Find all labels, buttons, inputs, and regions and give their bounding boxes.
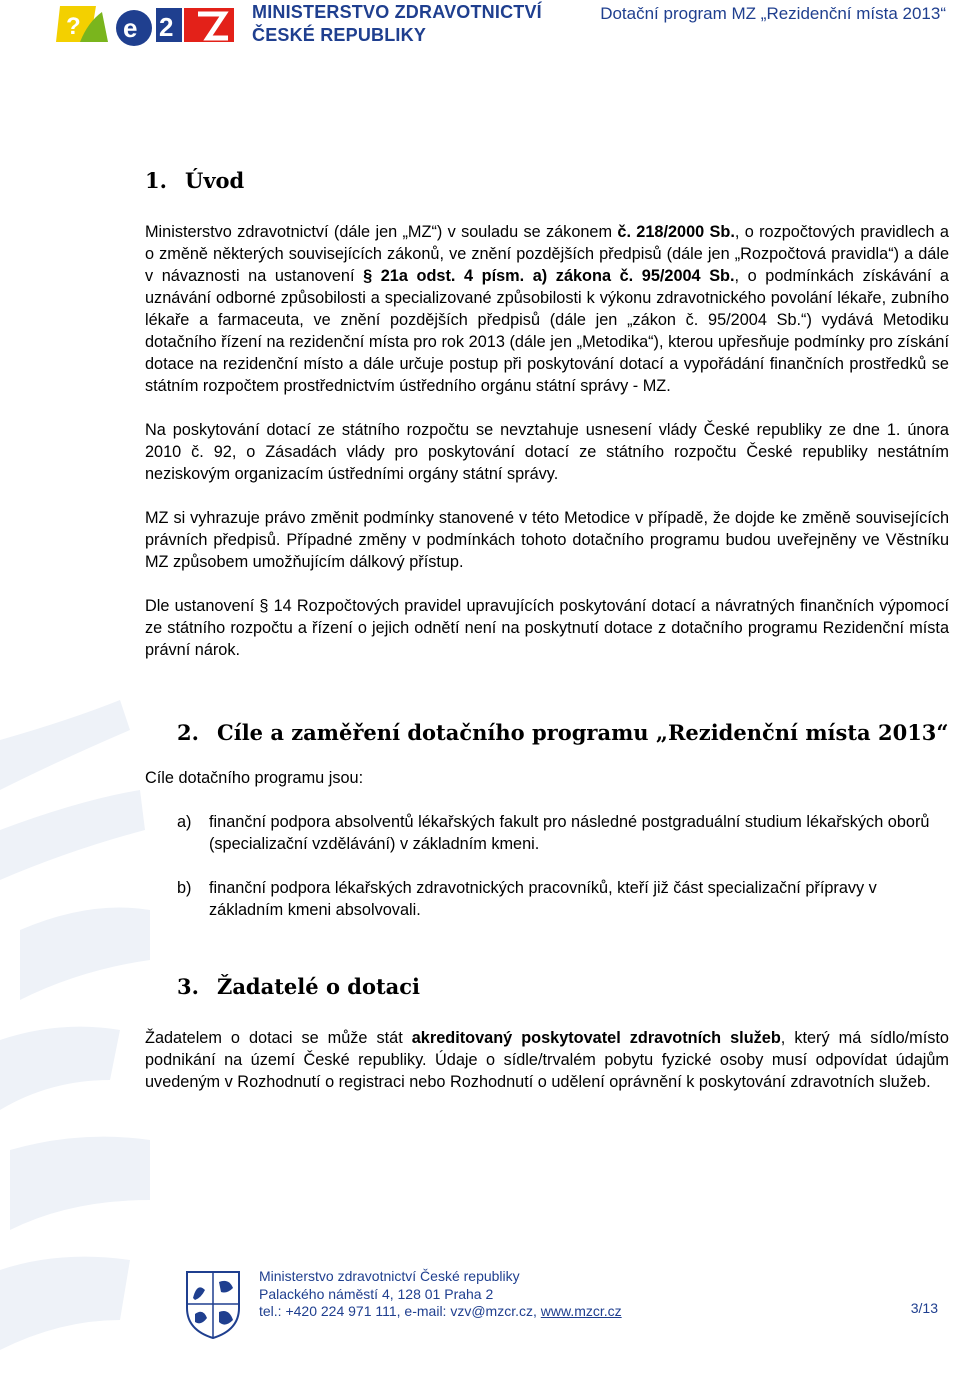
list-item <box>145 811 949 855</box>
section-1-paragraph-3: MZ si vyhrazuje právo změnit podmínky stanovené v této Metodice v případě, že dojde ke změně souvisejících právních předpisů. Případné změny v podmínkách tohoto dotačního programu budou uveřejněny ve Věstníku MZ způsobem umožňujícím dálkový přístup. <box>145 509 949 571</box>
svg-text:e: e <box>123 13 138 43</box>
text-run: , o podmínkách získávání a uznávání odborné způsobilosti a specializované způsobilosti k výkonu zdravotnického povolání lékaře, zubního lékaře a farmaceuta, ve znění pozdějších předpisů (dále jen „zákon č. 95/2004 Sb.“) vydává Metodiku dotačního řízení na rezidenční místa pro rok 2013 (dále jen „Metodika“), kterou upřesňuje podmínky pro získání dotace na rezidenční místo a dále určuje postup při poskytování dotací a vypořádání finančních prostředků se státním rozpočtem prostřednictvím ústředního orgánu státní správy - MZ. <box>145 267 949 395</box>
footer-line-3 <box>259 1303 622 1321</box>
section-2-intro: Cíle dotačního programu jsou: <box>145 769 364 787</box>
ministry-name <box>252 1 542 47</box>
section-1-paragraph-4: Dle ustanovení § 14 Rozpočtových pravidel upravujících poskytování dotací a návratných finančních výpomocí ze státního rozpočtu a řízení o jejich odnětí není na poskytnutí dotace z dotačního programu Rezidenční místa právní nárok. <box>145 597 949 659</box>
list-item-text: finanční podpora absolventů lékařských fakult pro následné postgraduální studium lékařských oborů (specializační vzdělávání) v základním kmeni. <box>209 813 930 853</box>
svg-text:?: ? <box>66 13 81 40</box>
page-footer <box>0 1262 960 1382</box>
emphasis-bold: akreditovaný poskytovatel zdravotních služeb <box>411 1029 781 1047</box>
page-number: 3/13 <box>910 1300 938 1316</box>
text-run: Ministerstvo zdravotnictví (dále jen „MZ“) v souladu se zákonem <box>145 223 618 241</box>
section-2-heading <box>145 717 949 749</box>
section-1-paragraph-2: Na poskytování dotací ze státního rozpočtu se nevztahuje usnesení vlády České republiky ze dne 1. února 2010 č. 92, o Zásadách vlády pro poskytování dotací ze státního rozpočtu České republiky nestátním neziskovým organizacím ústředními orgány státní správy. <box>145 421 949 483</box>
section-1-heading <box>113 165 949 197</box>
footer-address <box>259 1268 622 1321</box>
section-2-number: 2. <box>177 720 199 745</box>
goals-list <box>145 811 949 921</box>
section-3-paragraph-1 <box>145 1027 949 1093</box>
list-item-marker: b) <box>177 879 192 897</box>
ministry-name-line2: ČESKÉ REPUBLIKY <box>252 25 427 45</box>
section-3-heading <box>145 971 949 1003</box>
ministry-logo-icon <box>52 2 238 46</box>
list-item-text: finanční podpora lékařských zdravotnických pracovníků, kteří již část specializační přípravy v základním kmeni absolvovali. <box>209 879 877 919</box>
text-run: , který má sídlo/místo podnikání na území České republiky. Údaje o sídle/trvalém pobytu fyzické osoby musí odpovídat údajům uvedeným v Rozhodnutí o registraci nebo Rozhodnutí o udělení oprávnění k poskytování zdravotních služeb. <box>145 1029 949 1091</box>
text-run: , o rozpočtových pravidlech a o změně některých souvisejících zákonů, ve znění pozdějších předpisů (dále jen „Rozpočtová pravidla“) a dále v návaznosti na ustanovení <box>145 223 949 285</box>
list-item-marker: a) <box>177 813 192 831</box>
section-3-title: Žadatelé o dotaci <box>217 974 421 999</box>
svg-text:2: 2 <box>159 12 174 42</box>
program-title: Dotační program MZ „Rezidenční místa 2013“ <box>600 4 946 23</box>
website-link[interactable]: www.mzcr.cz <box>540 1303 622 1319</box>
footer-contacts: tel.: +420 224 971 111, e-mail: vzv@mzcr.cz, <box>259 1303 541 1319</box>
section-2-title: Cíle a zaměření dotačního programu „Rezidenční místa 2013“ <box>217 720 949 745</box>
text-run: Žadatelem o dotaci se může stát <box>145 1029 412 1047</box>
section-1-paragraph-1 <box>145 221 949 397</box>
document-body <box>145 165 949 1093</box>
section-1-number: 1. <box>145 168 167 193</box>
page-header <box>0 0 960 52</box>
law-reference-bold: § 21a odst. 4 písm. a) zákona č. 95/2004 Sb. <box>363 267 735 285</box>
ministry-name-line1: MINISTERSTVO ZDRAVOTNICTVÍ <box>252 2 542 22</box>
list-item <box>145 877 949 921</box>
section-3-number: 3. <box>177 974 199 999</box>
footer-line-1: Ministerstvo zdravotnictví České republiky <box>259 1268 520 1284</box>
footer-line-2: Palackého náměstí 4, 128 01 Praha 2 <box>259 1285 494 1302</box>
coat-of-arms-icon <box>183 1268 243 1340</box>
law-reference-bold: č. 218/2000 Sb. <box>617 223 735 241</box>
section-1-title: Úvod <box>185 168 245 193</box>
